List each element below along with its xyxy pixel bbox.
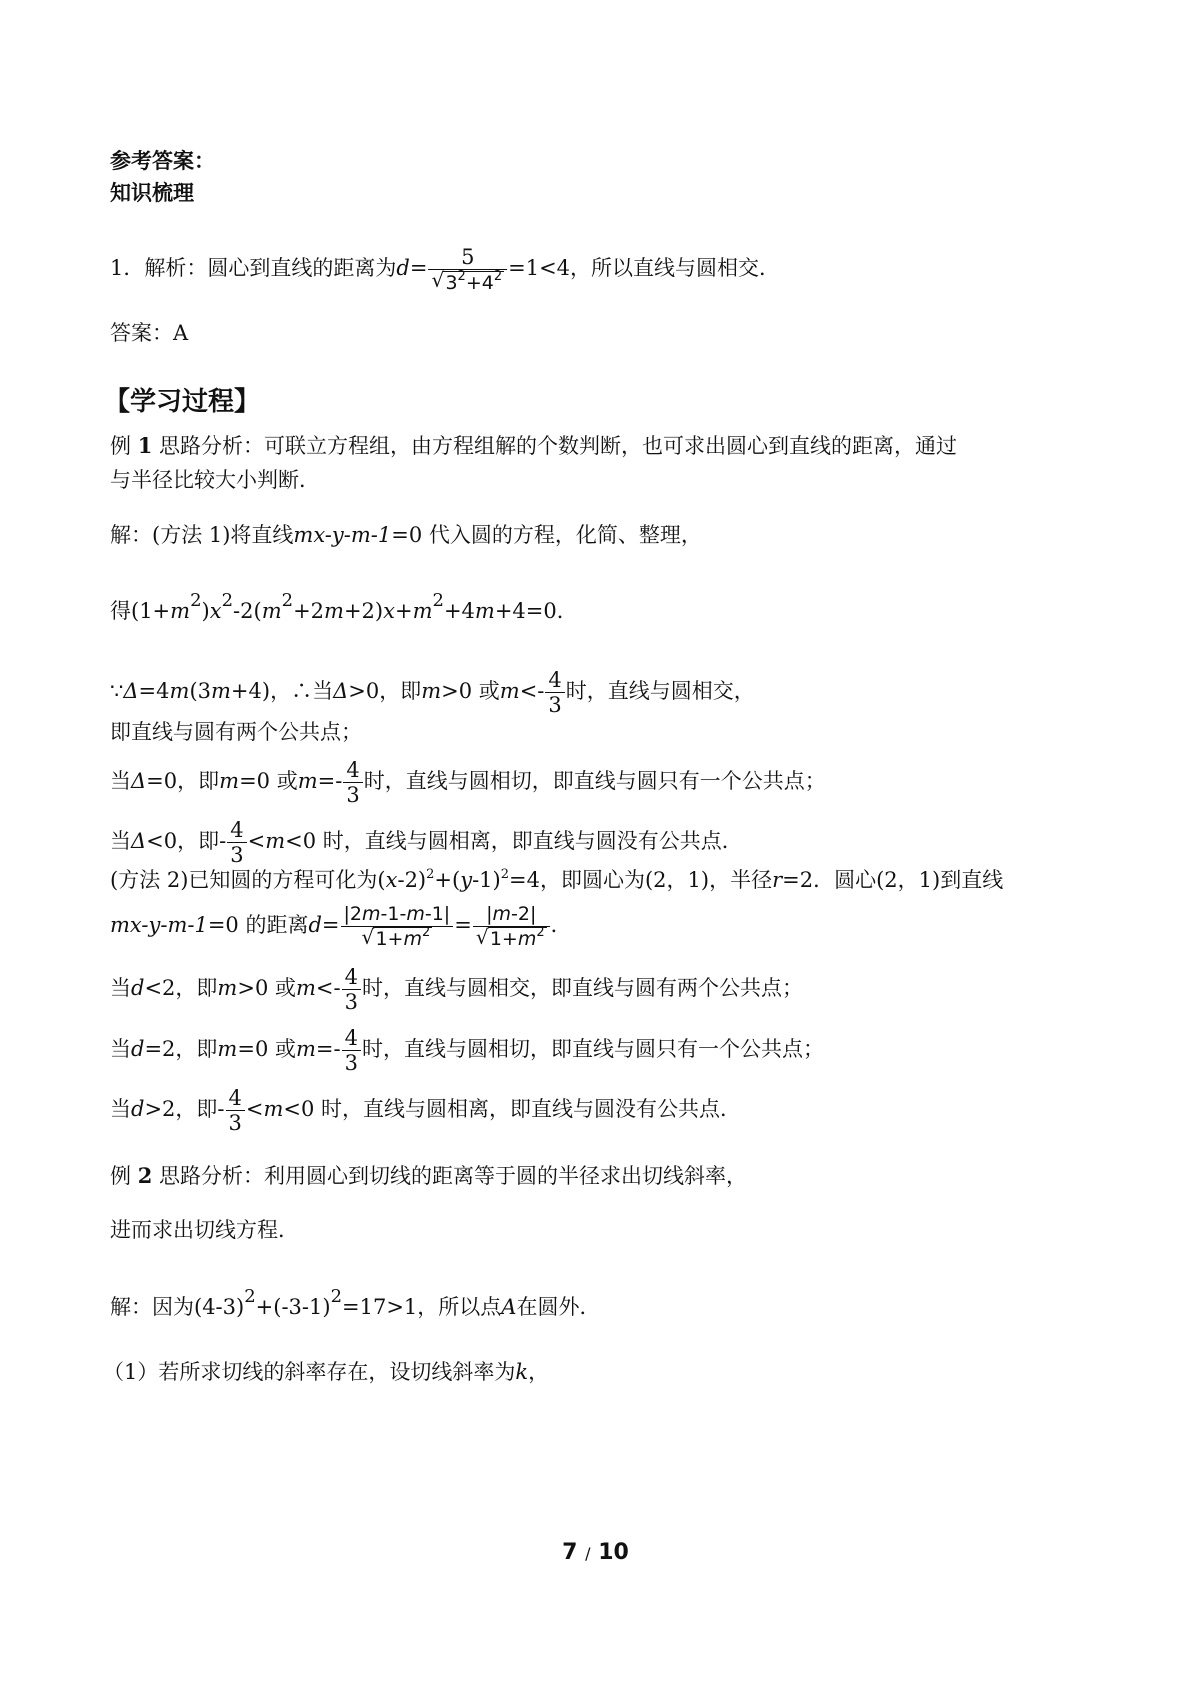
sqrt-icon-3 bbox=[476, 927, 547, 951]
m2-frac1-num bbox=[341, 902, 454, 926]
c2a: 当 bbox=[110, 769, 131, 793]
frac-4-3-d bbox=[342, 965, 361, 1014]
ex2-analysis2: 进而求出切线方程． bbox=[110, 1218, 299, 1242]
d1-m2: m bbox=[295, 976, 316, 1000]
c1m2: m bbox=[211, 679, 231, 703]
d3-b: >2，即- bbox=[144, 1097, 225, 1121]
ex1-method2-distance bbox=[110, 902, 572, 951]
page-sep: / bbox=[585, 1544, 591, 1563]
d3-c: < bbox=[245, 1097, 264, 1121]
c1m: m bbox=[169, 679, 190, 703]
m2-frac2 bbox=[473, 902, 550, 951]
item1-den-plus: +4 bbox=[465, 272, 494, 294]
m2g: =0 的距离 bbox=[207, 913, 309, 937]
m2sq2: 2 bbox=[500, 867, 510, 882]
c3c: < bbox=[247, 829, 266, 853]
eq-g: +4 bbox=[443, 599, 475, 623]
s2sq1: 2 bbox=[244, 1286, 256, 1307]
eq-a: 得(1+ bbox=[110, 599, 171, 623]
eq-x: x bbox=[209, 599, 222, 623]
c2d: =- bbox=[317, 769, 343, 793]
c3b: <0，即- bbox=[146, 829, 227, 853]
m2r: r bbox=[772, 868, 783, 892]
n1b: -1- bbox=[380, 903, 407, 925]
sqrt-icon bbox=[431, 270, 504, 294]
c1f: >0 或 bbox=[441, 679, 500, 703]
item1-prefix: 1．解析：圆心到直线的距离为 bbox=[110, 256, 397, 280]
eq-sq2: 2 bbox=[221, 590, 234, 611]
s2sq2: 2 bbox=[330, 1286, 343, 1307]
section-process: 【学习过程】 bbox=[104, 387, 261, 417]
frac-4-3-e bbox=[342, 1026, 361, 1075]
d2-e: 时，直线与圆相切，即直线与圆只有一个公共点； bbox=[361, 1037, 824, 1061]
frac-4-3-f bbox=[226, 1086, 245, 1135]
c1h: 时，直线与圆相交， bbox=[565, 679, 755, 703]
d2-d: d bbox=[131, 1037, 145, 1061]
c3m: m bbox=[265, 829, 286, 853]
ex1-method2 bbox=[110, 866, 1003, 894]
ex2-label: 例 bbox=[110, 1164, 131, 1188]
item1-eq: = bbox=[409, 256, 428, 280]
d2sq: 2 bbox=[536, 925, 545, 940]
ex2-analysis bbox=[110, 1162, 747, 1190]
ex2-case1 bbox=[103, 1358, 549, 1386]
c2case-a: （1）若所求切线的斜率存在，设切线斜率为 bbox=[103, 1360, 516, 1384]
n1c: -1| bbox=[424, 903, 451, 925]
frac-num-d: 4 bbox=[344, 965, 358, 989]
c1b: =4 bbox=[138, 679, 170, 703]
c2b: =0，即 bbox=[146, 769, 220, 793]
eq-x2: x bbox=[383, 599, 395, 623]
m2-frac1-den bbox=[341, 926, 454, 951]
m2f: =2．圆心(2，1)到直线 bbox=[782, 868, 1004, 892]
c2c: =0 或 bbox=[239, 769, 298, 793]
s2b: +(-3-1) bbox=[255, 1295, 331, 1319]
item1-line bbox=[110, 245, 780, 294]
s2c: =17>1，所以点 bbox=[342, 1295, 502, 1319]
d2-m2: m bbox=[295, 1037, 316, 1061]
m2c: +( bbox=[434, 868, 461, 892]
d1-b: <2，即 bbox=[144, 976, 218, 1000]
because-icon: ∵ bbox=[110, 679, 124, 703]
eq-sq4: 2 bbox=[432, 590, 444, 611]
c2m: m bbox=[219, 769, 240, 793]
eq-h: +4=0． bbox=[494, 599, 578, 623]
frac-4-3 bbox=[545, 668, 564, 717]
item1-den bbox=[428, 269, 507, 294]
d1a: 1+ bbox=[375, 928, 404, 950]
ex1-d-case2 bbox=[110, 1026, 824, 1075]
ex1-analysis-text: 思路分析：可联立方程组，由方程组解的个数判断，也可求出圆心到直线的距离，通过 bbox=[159, 434, 957, 458]
d1-a: 当 bbox=[110, 976, 131, 1000]
c3a: 当 bbox=[110, 829, 131, 853]
c2m2: m bbox=[297, 769, 318, 793]
c1g: <- bbox=[519, 679, 545, 703]
d2-b: =2，即 bbox=[144, 1037, 218, 1061]
sol-suffix: =0 代入圆的方程，化简、整理， bbox=[391, 523, 702, 547]
s2a: 解：因为(4-3) bbox=[110, 1295, 245, 1319]
delta: Δ bbox=[123, 679, 139, 703]
d1-m: m bbox=[217, 976, 238, 1000]
eq-m5: m bbox=[474, 599, 495, 623]
d1-d2: <- bbox=[315, 976, 341, 1000]
section-knowledge: 知识梳理 bbox=[110, 181, 194, 205]
d2-c: =0 或 bbox=[237, 1037, 296, 1061]
m2eq: = bbox=[321, 913, 340, 937]
frac-den-f: 3 bbox=[226, 1110, 245, 1135]
d2a: 1+ bbox=[489, 928, 518, 950]
frac-den: 3 bbox=[545, 692, 564, 717]
frac-num: 4 bbox=[548, 668, 562, 692]
frac-num-b: 4 bbox=[346, 758, 360, 782]
sol-line-eq: mx-y-m-1 bbox=[293, 523, 392, 547]
c3d: <0 时，直线与圆相离，即直线与圆没有公共点． bbox=[285, 829, 743, 853]
d1-c: >0 或 bbox=[237, 976, 296, 1000]
ex1-analysis2: 与半径比较大小判断． bbox=[110, 468, 320, 492]
c2case-k: k bbox=[515, 1360, 529, 1384]
ex2-analysis-text: 思路分析：利用圆心到切线的距离等于圆的半径求出切线斜率， bbox=[159, 1164, 747, 1188]
n1m2: m bbox=[406, 903, 425, 925]
m2y: y bbox=[460, 868, 473, 892]
eq-b: ) bbox=[201, 599, 210, 623]
n1a: |2 bbox=[343, 903, 363, 925]
d3-d: d bbox=[131, 1097, 145, 1121]
item1-d: d bbox=[396, 256, 410, 280]
n2m: m bbox=[492, 903, 512, 925]
m2dvar: d bbox=[308, 913, 322, 937]
m2a: (方法 2)已知圆的方程可化为( bbox=[110, 868, 386, 892]
d3-d2: <0 时，直线与圆相离，即直线与圆没有公共点． bbox=[283, 1097, 742, 1121]
frac-num-f: 4 bbox=[228, 1086, 242, 1110]
d2-a: 当 bbox=[110, 1037, 131, 1061]
d3-a: 当 bbox=[110, 1097, 131, 1121]
ex1-d-case3 bbox=[110, 1086, 741, 1135]
d3-m: m bbox=[263, 1097, 284, 1121]
item1-suffix: =1<4，所以直线与圆相交． bbox=[508, 256, 781, 280]
eq-d: +2 bbox=[293, 599, 325, 623]
c1m4: m bbox=[499, 679, 520, 703]
page-current: 7 bbox=[562, 1540, 578, 1565]
item1-den-a: 3 bbox=[445, 272, 458, 294]
ex1-label: 例 bbox=[110, 434, 131, 458]
c2case-b: ， bbox=[528, 1360, 550, 1384]
c1d: +4)，∴当 bbox=[230, 679, 334, 703]
m2sq1: 2 bbox=[426, 867, 435, 882]
c2delta: Δ bbox=[131, 769, 147, 793]
d1-e: 时，直线与圆相交，即直线与圆有两个公共点； bbox=[361, 976, 803, 1000]
ex1-quadratic bbox=[110, 590, 578, 625]
answer-title: 参考答案： bbox=[110, 149, 215, 173]
d2-d2: =- bbox=[315, 1037, 341, 1061]
s2A: A bbox=[501, 1295, 517, 1319]
d1sq: 2 bbox=[421, 925, 431, 940]
eq-sq3: 2 bbox=[281, 590, 294, 611]
ex2-solution bbox=[110, 1286, 601, 1321]
sqrt-icon-2 bbox=[361, 927, 432, 951]
item1-num: 5 bbox=[461, 245, 475, 269]
ex1-case1 bbox=[110, 668, 755, 717]
n1m: m bbox=[362, 903, 381, 925]
m2b: -2) bbox=[397, 868, 427, 892]
m2end: ． bbox=[550, 913, 572, 937]
answer1: 答案：A bbox=[110, 321, 189, 345]
ex1-analysis bbox=[110, 432, 957, 460]
frac-num-c: 4 bbox=[230, 818, 244, 842]
c1c: (3 bbox=[189, 679, 211, 703]
eq-m4: m bbox=[412, 599, 433, 623]
d1-d: d bbox=[131, 976, 145, 1000]
frac-den-c: 3 bbox=[227, 842, 246, 867]
frac-4-3-b bbox=[343, 758, 362, 807]
item1-den-exp2: 2 bbox=[493, 269, 503, 284]
eq-m: m bbox=[170, 599, 191, 623]
eq-m3: m bbox=[324, 599, 344, 623]
n2a: | bbox=[486, 903, 493, 925]
sol-prefix: 解：(方法 1)将直线 bbox=[110, 523, 294, 547]
c2e: 时，直线与圆相切，即直线与圆只有一个公共点； bbox=[363, 769, 826, 793]
n2b: -2| bbox=[511, 903, 537, 925]
eq-e: +2) bbox=[343, 599, 384, 623]
m2eq2: = bbox=[454, 913, 472, 937]
item1-den-exp: 2 bbox=[457, 269, 466, 284]
eq-f: + bbox=[394, 599, 413, 623]
frac-4-3-c bbox=[227, 818, 246, 867]
m2x: x bbox=[385, 868, 398, 892]
page-number bbox=[0, 1540, 1191, 1565]
frac-den-e: 3 bbox=[342, 1050, 361, 1075]
eq-c: -2( bbox=[233, 599, 262, 623]
d2-m: m bbox=[217, 1037, 238, 1061]
m2-frac2-den bbox=[473, 926, 550, 951]
d2m: m bbox=[517, 928, 537, 950]
frac-den-d: 3 bbox=[342, 989, 361, 1014]
ex1-case1-line2: 即直线与圆有两个公共点； bbox=[110, 720, 362, 744]
d1m: m bbox=[403, 928, 422, 950]
m2e: =4，即圆心为(2，1)，半径 bbox=[509, 868, 773, 892]
ex1-solution-intro bbox=[110, 521, 702, 549]
item1-fraction bbox=[428, 245, 507, 294]
page-total: 10 bbox=[598, 1540, 629, 1565]
eq-m2: m bbox=[261, 599, 282, 623]
s2d: 在圆外． bbox=[516, 1295, 601, 1319]
m2-frac1 bbox=[341, 902, 454, 951]
ex1-case3 bbox=[110, 818, 743, 867]
c3delta: Δ bbox=[131, 829, 147, 853]
m2d: -1) bbox=[472, 868, 501, 892]
c1m3: m bbox=[421, 679, 442, 703]
m2-frac2-num bbox=[473, 902, 550, 926]
ex1-case2 bbox=[110, 758, 826, 807]
ex1-num: 1 bbox=[137, 433, 153, 458]
ex2-num: 2 bbox=[137, 1163, 153, 1188]
ex1-d-case1 bbox=[110, 965, 803, 1014]
m2-line: mx-y-m-1 bbox=[110, 913, 208, 937]
frac-den-b: 3 bbox=[343, 782, 362, 807]
frac-num-e: 4 bbox=[344, 1026, 358, 1050]
eq-sq1: 2 bbox=[190, 590, 202, 611]
delta2: Δ bbox=[333, 679, 349, 703]
c1e: >0，即 bbox=[348, 679, 422, 703]
